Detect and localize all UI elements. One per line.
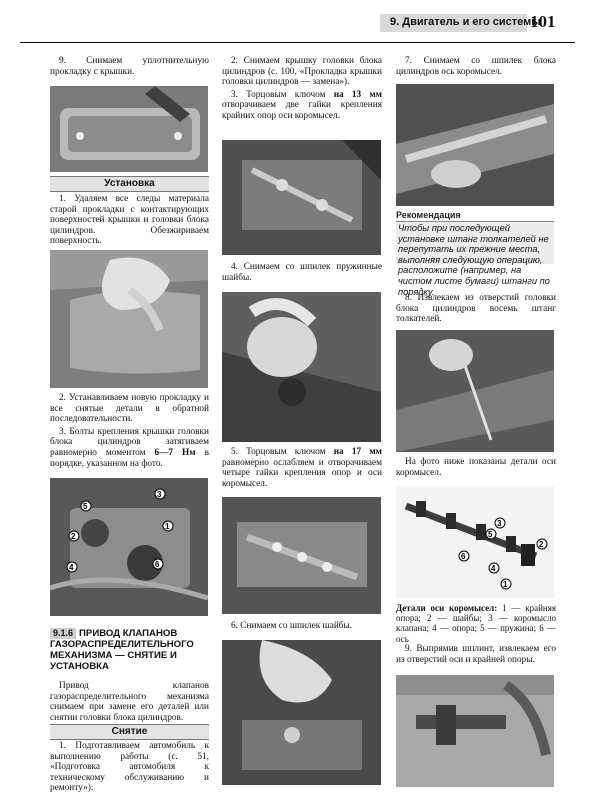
- photo-cleaning-surface: [50, 250, 208, 388]
- photo-split-pin: [396, 675, 554, 787]
- section-heading: 9.1.6 ПРИВОД КЛАПАНОВ ГАЗОРАСПРЕДЕЛИТЕЛЬНОГО МЕХАНИЗМА — СНЯТИЕ И УСТАНОВКА: [50, 628, 194, 672]
- photo-support-nuts: [222, 497, 381, 614]
- photo-rocker-shaft-removal: [396, 84, 554, 206]
- callout-5: 5: [83, 502, 88, 511]
- recommendation-box: [396, 221, 554, 297]
- section-number: 9.1.6: [50, 628, 76, 639]
- col2-step4: 4. Снимаем со шпилек пружинные шайбы.: [222, 262, 382, 283]
- photo-pushrods-removal: [396, 330, 554, 452]
- part-callout-6: 6: [461, 552, 466, 561]
- photo-end-support-nuts: [222, 140, 381, 255]
- col2-step6: 6. Снимаем со шпилек шайбы.: [231, 621, 353, 631]
- band-snyatie: Снятие: [50, 724, 209, 740]
- part-callout-3: 3: [497, 519, 502, 528]
- callout-4: 4: [69, 563, 74, 572]
- col3-parts-intro: На фото ниже показаны детали оси коромысел.: [396, 457, 556, 478]
- band-ustanovka: Установка: [50, 176, 209, 192]
- parts-caption: Детали оси коромысел: 1 — крайняя опора; 2 — шайбы; 3 — коромысло клапана; 4 — опора; 5 — пружина; 6 — ось: [396, 603, 556, 644]
- part-callout-2: 2: [539, 540, 544, 549]
- col1-install-steps: 2. Устанавливаем новую прокладку и все снятые детали в обратной последовательности. 3. Болты крепления крышки головки блока цилиндров затягиваем равномерно моментом 6—7 Нм в порядке, указанном на фото.: [50, 393, 209, 469]
- callout-2: 2: [71, 532, 76, 541]
- photo-spring-washers: [222, 292, 381, 442]
- recommendation-text: Чтобы при последующей установке штанг толкателей не перепутать их прежние места, выполняя следующую операцию, расположите (например, на чистом листе бумаги) штанги по порядку.: [398, 223, 550, 297]
- col2-steps-2-3: 2. Снимаем крышку головки блока цилиндров (с. 100, «Прокладка крышки головки цилиндров — замена»). 3. Торцовым ключом на 13 мм отворачиваем две гайки крепления крайних опор оси коромысел.: [222, 56, 382, 121]
- callout-6: 6: [155, 560, 160, 569]
- col2-step5: 5. Торцовым ключом на 17 мм равномерно ослабляем и отворачиваем четыре гайки крепления опор и оси коромысел.: [222, 447, 382, 489]
- col3-step7: 7. Снимаем со шпилек блока цилиндров ось коромысел.: [396, 56, 556, 77]
- photo-gasket-removal: [50, 86, 208, 172]
- col1-install-step1: 1. Удаляем все следы материала старой прокладки с контактирующих поверхностей крышки и головки блока цилиндров. Обезжириваем поверхность.: [50, 194, 209, 247]
- photo-bolt-tightening-order: [50, 478, 208, 616]
- part-callout-5: 5: [488, 530, 493, 539]
- col1-step9: 9. Снимаем уплотнительную прокладку с крышки.: [50, 56, 209, 77]
- recommendation-label: Рекомендация: [396, 210, 461, 220]
- callout-3: 3: [157, 490, 162, 499]
- part-callout-4: 4: [491, 564, 496, 573]
- header-rule: [20, 42, 575, 43]
- section-header: 9. Двигатель и его системы: [390, 16, 541, 28]
- photo-washers: [222, 640, 381, 785]
- col3-step9: 9. Выпрямив шплинт, извлекаем его из отверстий оси и крайней опоры.: [396, 644, 556, 665]
- page-number: 101: [530, 12, 556, 31]
- col1-intro: Привод клапанов газораспределительного механизма снимаем при замене его деталей или снятии головки блока цилиндров.: [50, 681, 209, 723]
- col3-step8: 8. Извлекаем из отверстий головки блока цилиндров восемь штанг толкателей.: [396, 293, 556, 325]
- col1-removal-step1: 1. Подготавливаем автомобиль к выполнению работы (с. 51, «Подготовка автомобиля к техническому обслуживанию и ремонту»).: [50, 741, 209, 794]
- part-callout-1: 1: [503, 580, 508, 589]
- callout-1: 1: [165, 522, 170, 531]
- photo-rocker-shaft-parts: [396, 486, 554, 598]
